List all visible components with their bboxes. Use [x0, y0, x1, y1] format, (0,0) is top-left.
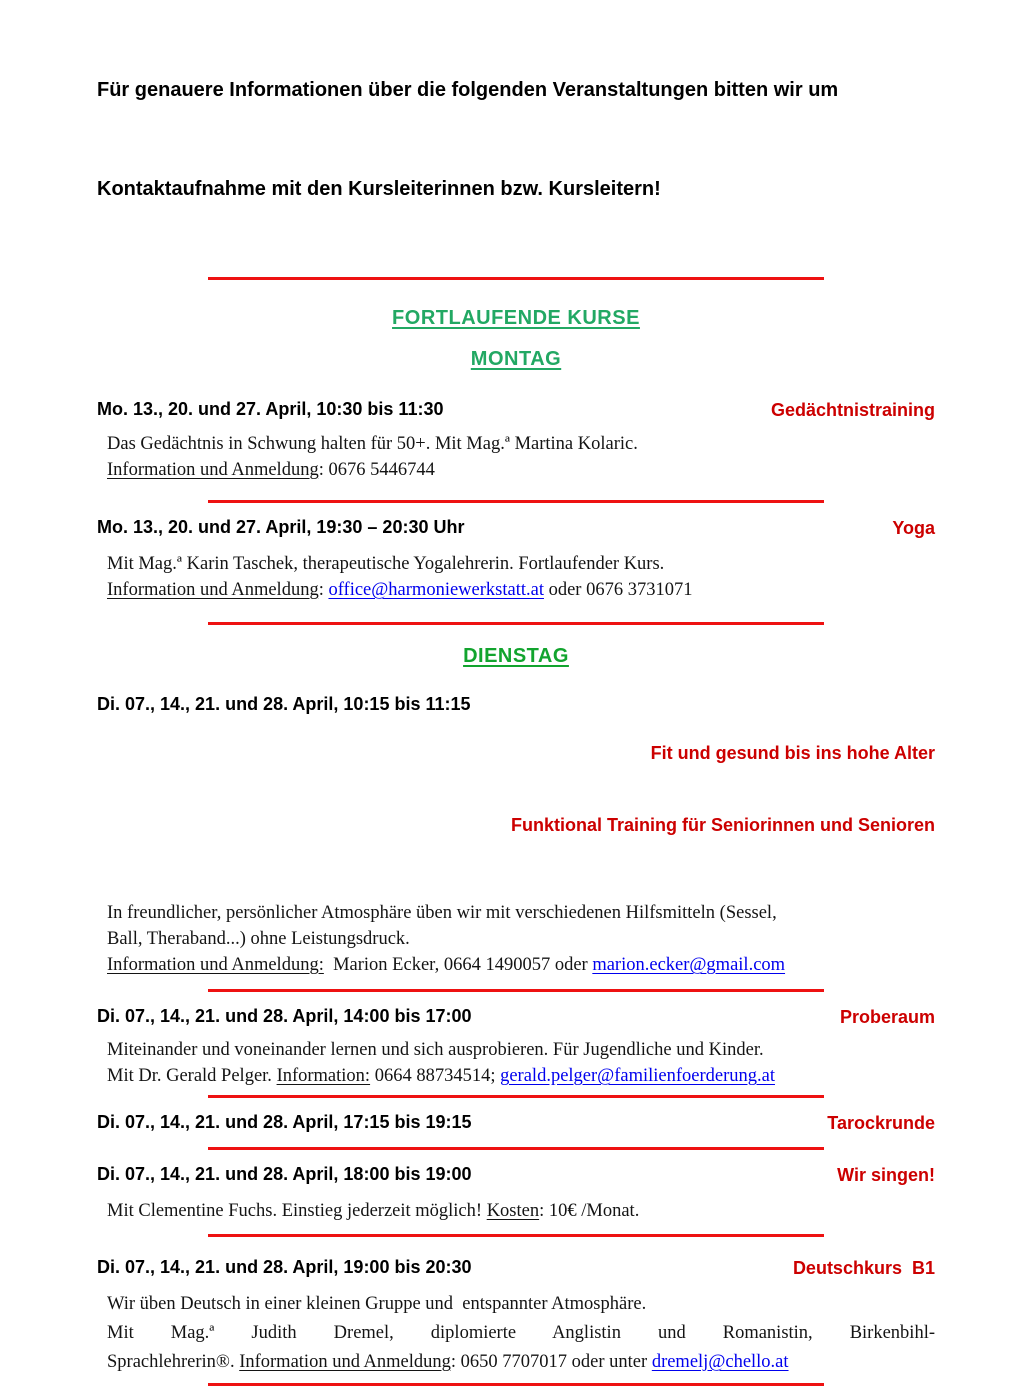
- day-heading-montag: MONTAG: [470, 348, 562, 370]
- course-date: Di. 07., 14., 21. und 28. April, 17:15 bis 19:15: [97, 1112, 472, 1132]
- description-line: In freundlicher, persönlicher Atmosphäre üben wir mit verschiedenen Hilfsmitteln (Sessel,: [107, 903, 777, 923]
- course-title-line-1: Fit und gesund bis ins hohe Alter: [650, 743, 935, 763]
- description-line: Das Gedächtnis in Schwung halten für 50+. Mit Mag.ª Martina Kolaric.: [107, 434, 638, 454]
- info-label: Information und Anmeldung:: [107, 955, 324, 975]
- section-divider: [97, 1234, 935, 1237]
- course-date: Di. 07., 14., 21. und 28. April, 14:00 bis 17:00: [97, 1006, 472, 1026]
- intro-line-2: Kontaktaufnahme mit den Kursleiterinnen bzw. Kursleitern!: [97, 178, 661, 200]
- info-label: Information und Anmeldung: [239, 1352, 451, 1372]
- course-date: Di. 07., 14., 21. und 28. April, 19:00 bis 20:30: [97, 1257, 472, 1277]
- course-gedaechtnistraining: [97, 398, 935, 503]
- course-title: Gedächtnistraining: [770, 400, 935, 420]
- course-title: Wir singen!: [837, 1165, 935, 1185]
- course-date: Mo. 13., 20. und 27. April, 10:30 bis 11:30: [97, 399, 444, 419]
- email-link-harmoniewerkstatt[interactable]: office@harmoniewerkstatt.at: [328, 580, 544, 600]
- course-description: [97, 1290, 935, 1377]
- phone-number: oder 0676 3731071: [543, 580, 693, 600]
- description-line: [107, 457, 935, 483]
- course-title-line-2: Funktional Training für Seniorinnen und Senioren: [510, 815, 935, 835]
- contact-text: Marion Ecker, 0664 1490057 oder: [323, 955, 593, 975]
- course-date: Di. 07., 14., 21. und 28. April, 10:15 bis 11:15: [97, 694, 471, 714]
- course-description: [97, 1198, 935, 1224]
- description-line: Miteinander und voneinander lernen und sich ausprobieren. Für Jugendliche und Kinder.: [107, 1040, 764, 1060]
- course-date: Mo. 13., 20. und 27. April, 19:30 – 20:30 Uhr: [97, 517, 465, 537]
- course-deutschkurs-b1: [97, 1256, 935, 1386]
- info-label: Information:: [276, 1066, 371, 1086]
- section-divider: [97, 989, 935, 992]
- course-title: Tarockrunde: [827, 1113, 935, 1133]
- course-description: [97, 900, 935, 978]
- course-funktional-training: [97, 693, 935, 992]
- section-divider: [97, 500, 935, 503]
- day-heading-dienstag: DIENSTAG: [463, 645, 569, 667]
- description-line: [107, 1348, 935, 1377]
- description-line: [107, 952, 935, 978]
- info-label: Information und Anmeldung: [107, 580, 319, 600]
- course-description: [97, 551, 935, 603]
- course-title: Deutschkurs B1: [792, 1258, 935, 1278]
- phone-number: : 0650 7707017 oder unter: [450, 1352, 652, 1372]
- description-line: [107, 1198, 935, 1224]
- course-description: [97, 431, 935, 483]
- phone-number: : 0676 5446744: [318, 460, 435, 480]
- email-link-gerald-pelger[interactable]: gerald.pelger@familienfoerderung.at: [500, 1066, 775, 1086]
- course-proberaum: [97, 1005, 935, 1098]
- description-line: Wir üben Deutsch in einer kleinen Gruppe und entspannter Atmosphäre.: [107, 1294, 647, 1314]
- course-title: Proberaum: [839, 1007, 935, 1027]
- course-description: [97, 1037, 935, 1089]
- info-label: Kosten: [486, 1201, 540, 1221]
- intro-line-1: Für genauere Informationen über die folgenden Veranstaltungen bitten wir um: [97, 79, 839, 101]
- course-date: Di. 07., 14., 21. und 28. April, 18:00 bis 19:00: [97, 1164, 472, 1184]
- phone-number: 0664 88734514;: [370, 1066, 501, 1086]
- contact-text: Mit Dr. Gerald Pelger.: [107, 1066, 277, 1086]
- section-divider: [97, 1095, 935, 1098]
- section-divider: [97, 1147, 935, 1150]
- contact-text: Mit Clementine Fuchs. Einstieg jederzeit möglich!: [107, 1201, 487, 1221]
- course-title: Yoga: [892, 518, 935, 538]
- email-link-marion-ecker[interactable]: marion.ecker@gmail.com: [592, 955, 786, 975]
- description-line: Mit Mag.ª Karin Taschek, therapeutische Yogalehrerin. Fortlaufender Kurs.: [107, 554, 665, 574]
- contact-text: Sprachlehrerin®.: [107, 1352, 240, 1372]
- info-label: Information und Anmeldung: [107, 460, 319, 480]
- info-separator: :: [318, 580, 329, 600]
- course-yoga: [97, 516, 935, 625]
- email-link-dremel[interactable]: dremelj@chello.at: [651, 1352, 789, 1372]
- price-text: : 10€ /Monat.: [539, 1201, 640, 1221]
- section-divider: [97, 622, 935, 625]
- section-title-fortlaufende-kurse: FORTLAUFENDE KURSE: [392, 307, 640, 329]
- description-line: Ball, Theraband...) ohne Leistungsdruck.: [107, 929, 410, 949]
- description-line: Mit Mag.ª Judith Dremel, diplomierte Anglistin und Romanistin, Birkenbihl-: [107, 1323, 935, 1343]
- header-divider: [97, 277, 935, 280]
- intro-paragraph: [97, 8, 935, 272]
- course-tarockrunde: [97, 1111, 935, 1150]
- description-line: [107, 1063, 935, 1089]
- course-title: [511, 693, 935, 885]
- course-wir-singen: [97, 1163, 935, 1237]
- description-line: [107, 577, 935, 603]
